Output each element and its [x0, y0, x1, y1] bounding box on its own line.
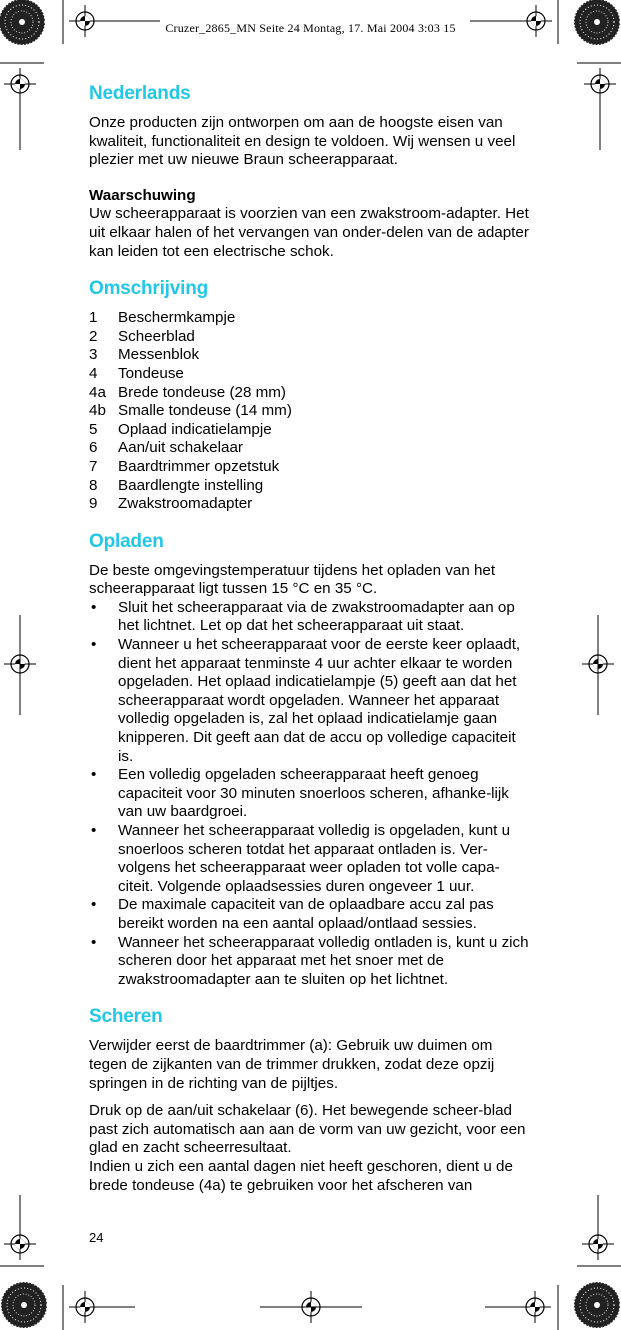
registration-mark: [69, 1291, 101, 1323]
section-title-scheren: Scheren: [89, 1006, 163, 1028]
part-label: Messenblok: [118, 346, 200, 364]
part-number: 6: [89, 439, 98, 457]
part-label: Oplaad indicatielampje: [118, 420, 272, 438]
parts-list-item: [89, 309, 534, 328]
intro-paragraph: Onze producten zijn ontworpen om aan de hoogste eisen van kwaliteit, functionaliteit en design te voldoen. Wij wensen u veel plezier met uw nieuwe Braun scheerapparaat.: [89, 114, 516, 169]
part-label: Smalle tondeuse (14 mm): [118, 402, 292, 420]
scheren-paragraph-1: Verwijder eerst de baardtrimmer (a): Gebruik uw duimen om tegen de zijkanten van de trimmer drukken, zodat deze opzij springen in de richting van de pijltjes.: [89, 1037, 495, 1092]
scheren-paragraph-2: Druk op de aan/uit schakelaar (6). Het bewegende scheer-blad past zich automatisch aan aan de vorm van uw gezicht, voor een glad en zacht scheerresultaat.: [89, 1102, 526, 1157]
bullet-glyph: •: [91, 766, 97, 784]
part-label: Baardtrimmer opzetstuk: [118, 457, 280, 475]
bullet-text: Wanneer u het scheerapparaat voor de eerste keer oplaadt, dient het apparaat tenminste 4 uur achter elkaar te worden opgeladen. Het oplaad indicatielampje (5) geeft aan dat het scheerapparaat wordt opgeladen. Wanneer het apparaat volledig opgeladen is, zal het oplaad indicatielamje gaan knipperen. Dit geeft aan dat de accu op volledige capaciteit is.: [118, 636, 521, 765]
bullet-item: [89, 766, 534, 822]
registration-mark: [4, 1228, 36, 1260]
parts-list-item: [89, 439, 534, 458]
bullet-glyph: •: [91, 636, 97, 654]
part-label: Beschermkampje: [118, 309, 236, 327]
bullet-glyph: •: [91, 896, 97, 914]
registration-mark: [519, 1291, 551, 1323]
warning-paragraph: Uw scheerapparaat is voorzien van een zwakstroom-adapter. Het uit elkaar halen of het vervangen van onder-delen van de adapter kan leiden tot een electrische schok.: [89, 205, 529, 260]
registration-mark: [4, 68, 36, 100]
print-header: Cruzer_2865_MN Seite 24 Montag, 17. Mai 2004 3:03 15: [165, 21, 456, 35]
bullet-text: Een volledig opgeladen scheerapparaat heeft genoeg capaciteit voor 30 minuten snoerloos scheren, afhanke-lijk van uw baardgroei.: [118, 766, 509, 821]
opladen-bullet-list: [89, 599, 534, 989]
scheren-paragraph-3: Indien u zich een aantal dagen niet heeft geschoren, dient u de brede tondeuse (4a) te gebruiken voor het afscheren van: [89, 1157, 513, 1194]
bullet-text: De maximale capaciteit van de oplaadbare accu zal pas bereikt worden na een aantal oplaad/ontlaad sessies.: [118, 896, 494, 932]
parts-list-item: [89, 384, 534, 403]
part-number: 8: [89, 476, 98, 494]
warning-title: Waarschuwing: [89, 186, 196, 204]
part-label: Aan/uit schakelaar: [118, 439, 243, 457]
bullet-glyph: •: [91, 822, 97, 839]
part-number: 9: [89, 495, 98, 513]
part-label: Tondeuse: [118, 364, 184, 382]
page-number: 24: [89, 1230, 104, 1245]
part-label: Brede tondeuse (28 mm): [118, 383, 286, 401]
part-number: 4: [89, 364, 98, 382]
bullet-text: Sluit het scheerapparaat via de zwakstroomadapter aan op het lichtnet. Let op dat het scheerapparaat uit staat.: [118, 598, 515, 635]
section-title-opladen: Opladen: [89, 530, 164, 552]
bullet-glyph: •: [91, 598, 97, 616]
part-number: 4a: [89, 383, 106, 401]
part-label: Scheerblad: [118, 327, 195, 345]
registration-mark: [582, 1228, 614, 1260]
opladen-intro: De beste omgevingstemperatuur tijdens het opladen van het scheerapparaat ligt tussen 15 °C en 35 °C.: [89, 561, 496, 598]
part-number: 4b: [89, 402, 106, 420]
bullet-item: [89, 896, 534, 933]
part-number: 5: [89, 420, 98, 438]
parts-list-item: [89, 402, 534, 421]
color-wheel-mark: [1, 1282, 47, 1328]
parts-list-item: [89, 421, 534, 440]
part-number: 3: [89, 346, 98, 364]
bullet-text: Wanneer het scheerapparaat volledig is opgeladen, kunt u snoerloos scheren totdat het apparaat ontladen is. Ver-volgens het scheerapparaat weer opladen tot volle capa-citeit. Volgende oplaadsessies duren ongeveer 1 uur.: [118, 822, 511, 895]
page-content: [89, 82, 534, 1195]
parts-list-item: [89, 346, 534, 365]
parts-list-item: [89, 495, 534, 514]
parts-list-item: [89, 458, 534, 477]
color-wheel-mark: [574, 1282, 620, 1328]
part-number: 7: [89, 457, 98, 475]
section-title-nederlands: Nederlands: [89, 83, 191, 104]
bullet-glyph: •: [91, 933, 97, 951]
section-title-omschrijving: Omschrijving: [89, 278, 209, 300]
part-number: 2: [89, 327, 98, 345]
parts-list: [89, 309, 534, 514]
bullet-item: [89, 636, 534, 766]
bullet-item: [89, 822, 534, 896]
part-label: Zwakstroomadapter: [118, 495, 253, 513]
part-label: Baardlengte instelling: [118, 476, 264, 494]
bullet-item: [89, 934, 534, 990]
parts-list-item: [89, 477, 534, 496]
parts-list-item: [89, 365, 534, 384]
bullet-text: Wanneer het scheerapparaat volledig ontladen is, kunt u zich scheren door het apparaat met het snoer met de zwakstroomadapter aan te sluiten op het lichtnet.: [118, 933, 529, 988]
part-number: 1: [89, 309, 98, 327]
registration-mark: [584, 68, 616, 100]
bullet-item: [89, 599, 534, 636]
parts-list-item: [89, 328, 534, 347]
